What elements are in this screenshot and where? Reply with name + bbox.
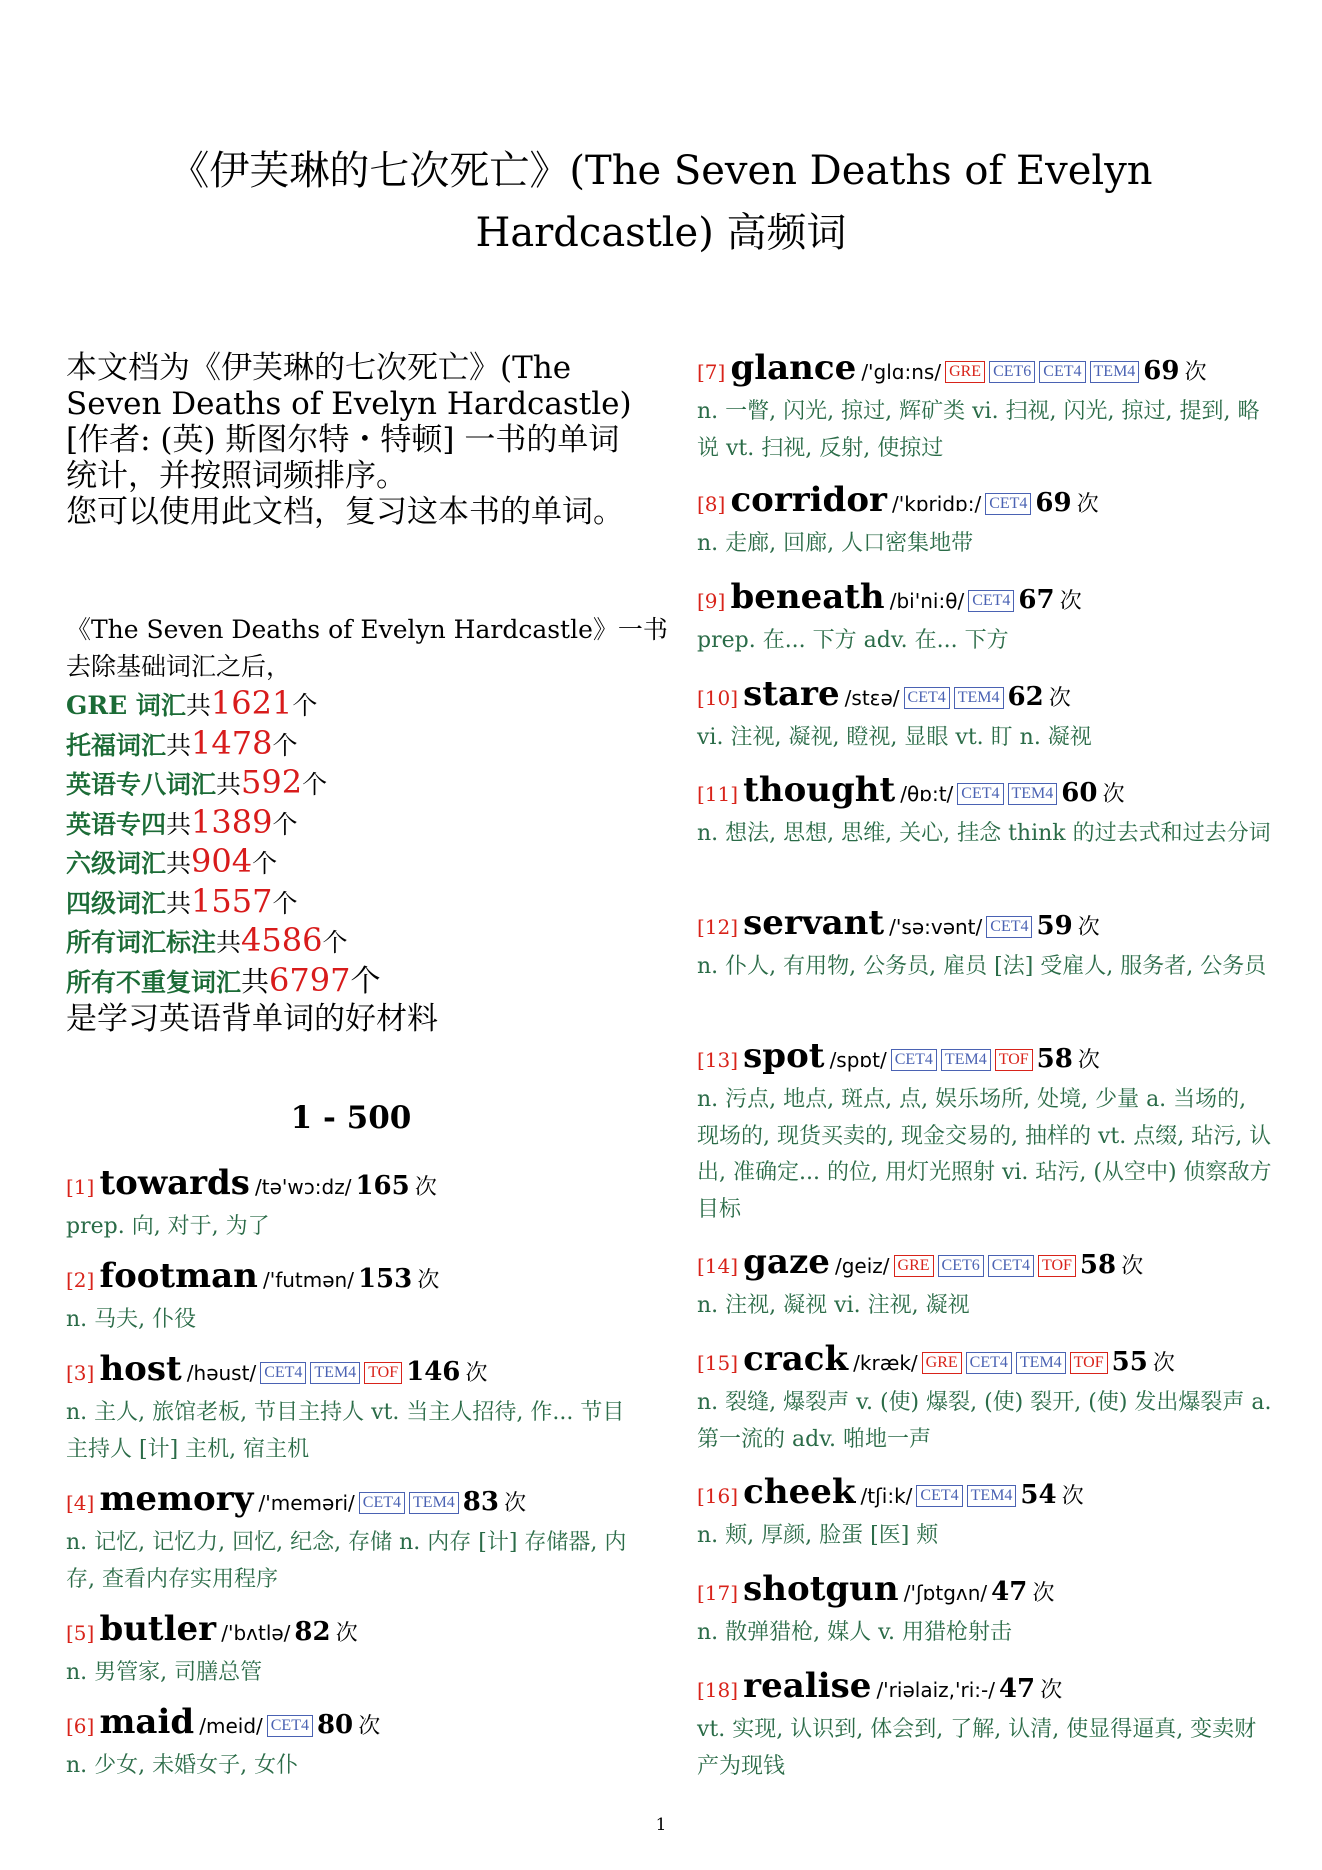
stat-mid: 共 (241, 964, 270, 998)
exam-tag-cet4: CET4 (904, 687, 950, 709)
entry-count: 58 (1036, 1044, 1073, 1074)
stat-mid: 共 (216, 928, 242, 957)
stat-row (66, 883, 641, 923)
entry-definition: n. 马夫, 仆役 (66, 1307, 197, 1332)
count-suffix: 次 (1102, 782, 1125, 807)
stat-label: 托福词汇 (66, 730, 167, 760)
entry-word: memory (99, 1479, 254, 1519)
stat-label: 英语专四 (66, 809, 167, 839)
count-suffix: 次 (414, 1175, 437, 1200)
entry-definition: n. 仆人, 有用物, 公务员, 雇员 [法] 受雇人, 服务者, 公务员 (697, 954, 1267, 979)
exam-tag-cet4: CET4 (988, 1255, 1034, 1277)
entry-header (697, 674, 1273, 720)
entry-pronunciation: /geiz/ (835, 1254, 890, 1278)
count-suffix: 次 (1048, 686, 1071, 711)
exam-tag-cet6: CET6 (989, 361, 1035, 383)
exam-tag-tof: TOF (995, 1049, 1033, 1071)
word-entry (66, 1702, 641, 1785)
exam-tag-cet4: CET4 (957, 783, 1003, 805)
exam-tag-tem4: TEM4 (1016, 1352, 1066, 1374)
vocab-stats (66, 612, 668, 1038)
entry-index: [5] (66, 1621, 95, 1645)
entry-header (697, 577, 1273, 623)
page-title: 《伊芙琳的七次死亡》(The Seven Deaths of Evelyn Hardcastle) 高频词 (169, 148, 1153, 256)
entry-count: 62 (1007, 682, 1044, 712)
stat-count: 1621 (210, 684, 293, 722)
stat-mid: 共 (185, 691, 211, 720)
entry-header (66, 1609, 641, 1655)
exam-tag-tem4: TEM4 (310, 1362, 360, 1384)
stat-unit: 个 (272, 730, 298, 760)
range-heading: 1 - 500 (290, 1100, 412, 1136)
entry-header (697, 480, 1273, 526)
word-entry (697, 480, 1273, 563)
stat-count: 592 (241, 763, 303, 801)
entry-count: 69 (1035, 488, 1072, 518)
count-suffix: 次 (1184, 360, 1207, 385)
exam-tag-gre: GRE (922, 1352, 962, 1374)
entry-index: [16] (697, 1484, 739, 1508)
entry-pronunciation: /'glɑ:ns/ (861, 360, 942, 384)
exam-tag-cet4: CET4 (1039, 361, 1085, 383)
entry-index: [6] (66, 1714, 95, 1738)
exam-tag-cet6: CET6 (938, 1255, 984, 1277)
entry-word: servant (743, 903, 885, 943)
entry-word: beneath (730, 577, 885, 617)
entry-count: 80 (316, 1710, 354, 1740)
entry-word: realise (743, 1666, 872, 1706)
word-entry (697, 348, 1273, 467)
count-suffix: 次 (358, 1714, 381, 1739)
entry-index: [1] (66, 1175, 95, 1199)
entry-pronunciation: /'kɒridɒ:/ (892, 492, 982, 516)
word-entry (697, 1666, 1273, 1785)
entry-header (697, 770, 1273, 816)
stat-label: 所有词汇标注 (66, 928, 217, 957)
count-suffix: 次 (335, 1621, 358, 1646)
entry-word: cheek (743, 1472, 856, 1512)
entry-definition: n. 记忆, 记忆力, 回忆, 纪念, 存储 n. 内存 [计] 存储器, 内存, 查看内存实用程序 (66, 1530, 627, 1592)
entry-word: spot (743, 1036, 825, 1076)
entry-header (697, 1036, 1273, 1082)
entry-pronunciation: /həust/ (186, 1361, 257, 1385)
stat-count: 1478 (191, 723, 273, 762)
entry-index: [18] (697, 1678, 739, 1702)
stat-mid: 共 (216, 770, 242, 799)
entry-count: 69 (1143, 356, 1180, 386)
exam-tag-tem4: TEM4 (1008, 783, 1058, 805)
entry-count: 153 (357, 1264, 413, 1294)
entry-word: maid (99, 1702, 195, 1742)
entry-word: crack (743, 1339, 849, 1379)
count-suffix: 次 (504, 1491, 527, 1516)
entry-definition: n. 走廊, 回廊, 人口密集地带 (697, 531, 974, 556)
stats-line-1: 《The Seven Deaths of Evelyn Hardcastle》一书 (66, 615, 668, 644)
entry-index: [9] (697, 589, 726, 613)
stats-list (66, 685, 641, 1001)
count-suffix: 次 (1076, 492, 1099, 517)
entry-header (697, 903, 1273, 949)
stat-unit: 个 (350, 963, 381, 999)
count-suffix: 次 (1152, 1351, 1175, 1376)
entry-header (66, 1479, 641, 1525)
exam-tag-cet4: CET4 (891, 1049, 937, 1071)
entry-word: gaze (743, 1242, 830, 1282)
count-suffix: 次 (1077, 1048, 1100, 1073)
entry-pronunciation: /meid/ (199, 1714, 263, 1738)
exam-tag-cet4: CET4 (968, 590, 1014, 612)
exam-tag-tof: TOF (364, 1362, 402, 1384)
entry-index: [10] (697, 686, 739, 710)
entry-word: host (99, 1349, 182, 1389)
entry-index: [7] (697, 360, 726, 384)
entry-pronunciation: /kræk/ (853, 1351, 918, 1375)
count-suffix: 次 (1040, 1678, 1063, 1703)
stat-row (66, 764, 641, 804)
exam-tag-cet4: CET4 (985, 493, 1031, 515)
entry-pronunciation: /'futmən/ (262, 1268, 354, 1292)
stat-unit: 个 (252, 849, 278, 878)
stat-row (66, 725, 641, 765)
entry-word: corridor (730, 480, 887, 520)
entry-definition: prep. 在... 下方 adv. 在... 下方 (697, 628, 1009, 653)
entry-index: [2] (66, 1268, 95, 1292)
stat-label: 英语专八词汇 (66, 770, 217, 799)
entry-count: 47 (991, 1577, 1028, 1607)
stat-count: 6797 (269, 960, 351, 999)
entry-count: 58 (1079, 1250, 1117, 1280)
exam-tag-tem4: TEM4 (1090, 361, 1140, 383)
exam-tag-tem4: TEM4 (954, 687, 1004, 709)
exam-tag-cet4: CET4 (966, 1352, 1012, 1374)
entry-word: glance (730, 348, 857, 388)
word-entry (66, 1256, 641, 1339)
entry-pronunciation: /'sə:vənt/ (889, 915, 983, 939)
entry-header (697, 1472, 1273, 1518)
stat-row (66, 922, 641, 962)
count-suffix: 次 (1121, 1254, 1144, 1279)
entry-definition: n. 注视, 凝视 vi. 注视, 凝视 (697, 1293, 970, 1318)
exam-tag-cet4: CET4 (986, 916, 1032, 938)
entry-index: [14] (697, 1254, 739, 1278)
entry-definition: n. 想法, 思想, 思维, 关心, 挂念 think 的过去式和过去分词 (697, 821, 1271, 846)
entry-header (66, 1256, 641, 1302)
entry-word: thought (743, 770, 896, 810)
entry-index: [11] (697, 782, 739, 806)
entry-pronunciation: /'riəlaiz,'ri:-/ (876, 1678, 995, 1702)
exam-tag-tem4: TEM4 (967, 1485, 1017, 1507)
intro-paragraph (66, 350, 641, 530)
word-entry (66, 1163, 641, 1246)
entry-header (66, 1163, 641, 1209)
stat-unit: 个 (272, 809, 298, 839)
intro-para-2: 您可以使用此文档，复习这本书的单词。 (66, 494, 624, 530)
entry-header (66, 1349, 641, 1395)
stat-row (66, 804, 641, 844)
stat-row (66, 962, 641, 1002)
stat-unit: 个 (302, 770, 328, 799)
count-suffix: 次 (1077, 915, 1100, 940)
entry-definition: vt. 实现, 认识到, 体会到, 了解, 认清, 使显得逼真, 变卖财产为现钱 (697, 1717, 1257, 1779)
word-entry (66, 1609, 641, 1692)
entry-definition: n. 污点, 地点, 斑点, 点, 娱乐场所, 处境, 少量 a. 当场的, 现场的, 现货买卖的, 现金交易的, 抽样的 vt. 点缀, 玷污, 认出, 准确定... 的位, 用灯光照射 vi. 玷污, (从空中) 侦察敌方目标 (697, 1087, 1272, 1222)
entry-pronunciation: /spɒt/ (829, 1048, 887, 1072)
entry-definition: n. 散弹猎枪, 媒人 v. 用猎枪射击 (697, 1620, 1012, 1645)
entry-word: shotgun (743, 1569, 899, 1609)
stat-mid: 共 (166, 809, 192, 839)
stat-count: 1389 (191, 802, 273, 841)
entry-word: towards (99, 1163, 250, 1203)
exam-tag-tof: TOF (1070, 1352, 1108, 1374)
stat-row (66, 685, 641, 725)
stat-mid: 共 (166, 888, 192, 918)
exam-tag-cet4: CET4 (916, 1485, 962, 1507)
word-entry (697, 1242, 1273, 1325)
entry-header (697, 1339, 1273, 1385)
entry-index: [15] (697, 1351, 739, 1375)
entry-count: 60 (1061, 778, 1098, 808)
entry-count: 55 (1111, 1347, 1148, 1377)
stat-mid: 共 (166, 849, 192, 878)
entry-count: 165 (355, 1171, 410, 1201)
entry-index: [4] (66, 1491, 95, 1515)
page-number: 1 (655, 1815, 667, 1835)
entry-count: 67 (1018, 585, 1055, 615)
entry-pronunciation: /'ʃɒtgʌn/ (903, 1581, 988, 1605)
exam-tag-gre: GRE (945, 361, 985, 383)
stat-count: 4586 (241, 921, 323, 959)
word-entry (697, 1339, 1273, 1458)
word-entry (697, 577, 1273, 660)
exam-tag-tof: TOF (1038, 1255, 1076, 1277)
entry-count: 54 (1020, 1480, 1057, 1510)
word-entry (697, 1036, 1273, 1228)
word-entry (66, 1349, 641, 1468)
entry-definition: vi. 注视, 凝视, 瞪视, 显眼 vt. 盯 n. 凝视 (697, 725, 1092, 750)
word-entry (697, 903, 1273, 986)
entry-header (697, 1666, 1273, 1712)
entry-header (697, 1242, 1273, 1288)
intro-para-1: 本文档为《伊芙琳的七次死亡》(The Seven Deaths of Evelyn Hardcastle)[作者: (英) 斯图尔特・特顿] 一书的单词统计，并按照词频排序。 (66, 350, 632, 494)
count-suffix: 次 (417, 1268, 440, 1293)
entry-index: [13] (697, 1048, 739, 1072)
exam-tag-gre: GRE (894, 1255, 934, 1277)
stat-unit: 个 (292, 691, 318, 720)
entry-pronunciation: /stεə/ (844, 686, 900, 710)
exam-tag-tem4: TEM4 (409, 1492, 459, 1514)
entry-pronunciation: /bi'ni:θ/ (889, 589, 965, 613)
stat-unit: 个 (272, 888, 298, 918)
entry-index: [3] (66, 1361, 95, 1385)
stats-closing: 是学习英语背单词的好材料 (66, 1001, 438, 1037)
count-suffix: 次 (1061, 1484, 1084, 1509)
entry-header (697, 1569, 1273, 1615)
stat-label: 所有不重复词汇 (66, 967, 242, 997)
entry-definition: prep. 向, 对于, 为了 (66, 1214, 270, 1239)
stat-count: 904 (191, 842, 253, 880)
count-suffix: 次 (465, 1361, 488, 1386)
stat-row (66, 843, 641, 883)
stat-label: 四级词汇 (66, 888, 167, 918)
entry-definition: n. 主人, 旅馆老板, 节目主持人 vt. 当主人招待, 作... 节目主持人 [计] 主机, 宿主机 (66, 1400, 625, 1462)
entry-word: stare (743, 674, 840, 714)
entry-count: 83 (462, 1487, 499, 1517)
entry-count: 146 (406, 1357, 461, 1387)
count-suffix: 次 (1032, 1581, 1055, 1606)
entry-definition: n. 少女, 未婚女子, 女仆 (66, 1753, 299, 1778)
stat-mid: 共 (166, 730, 192, 760)
stat-unit: 个 (322, 928, 348, 957)
entry-count: 47 (998, 1674, 1036, 1704)
entry-pronunciation: /θɒ:t/ (900, 782, 954, 806)
entry-definition: n. 颊, 厚颜, 脸蛋 [医] 颊 (697, 1523, 939, 1548)
count-suffix: 次 (1059, 589, 1082, 614)
entry-word: butler (99, 1609, 217, 1649)
word-entry (697, 770, 1273, 853)
entry-word: footman (99, 1256, 258, 1296)
entry-index: [12] (697, 915, 739, 939)
entry-pronunciation: /tʃi:k/ (860, 1484, 913, 1508)
exam-tag-cet4: CET4 (267, 1715, 313, 1737)
word-entry (66, 1479, 641, 1598)
entry-header (697, 348, 1273, 394)
entry-count: 59 (1036, 911, 1073, 941)
entry-count: 82 (294, 1617, 331, 1647)
word-entry (697, 674, 1273, 757)
entry-definition: n. 男管家, 司膳总管 (66, 1660, 263, 1685)
exam-tag-cet4: CET4 (260, 1362, 306, 1384)
word-entry (697, 1472, 1273, 1555)
stat-count: 1557 (191, 881, 273, 920)
entry-pronunciation: /'meməri/ (258, 1491, 355, 1515)
exam-tag-tem4: TEM4 (941, 1049, 991, 1071)
exam-tag-cet4: CET4 (359, 1492, 405, 1514)
entry-pronunciation: /tə'wɔ:dz/ (255, 1175, 352, 1199)
entry-index: [17] (697, 1581, 739, 1605)
entry-definition: n. 一瞥, 闪光, 掠过, 辉矿类 vi. 扫视, 闪光, 掠过, 提到, 略说 vt. 扫视, 反射, 使掠过 (697, 399, 1260, 461)
word-entry (697, 1569, 1273, 1652)
entry-index: [8] (697, 492, 726, 516)
stat-label: 六级词汇 (66, 849, 167, 878)
entry-header (66, 1702, 641, 1748)
entry-pronunciation: /'bʌtlə/ (221, 1621, 291, 1645)
stats-line-2: 去除基础词汇之后， (66, 651, 292, 681)
stat-label: GRE 词汇 (66, 691, 186, 720)
entry-definition: n. 裂缝, 爆裂声 v. (使) 爆裂, (使) 裂开, (使) 发出爆裂声 a. 第一流的 adv. 啪地一声 (697, 1390, 1272, 1452)
